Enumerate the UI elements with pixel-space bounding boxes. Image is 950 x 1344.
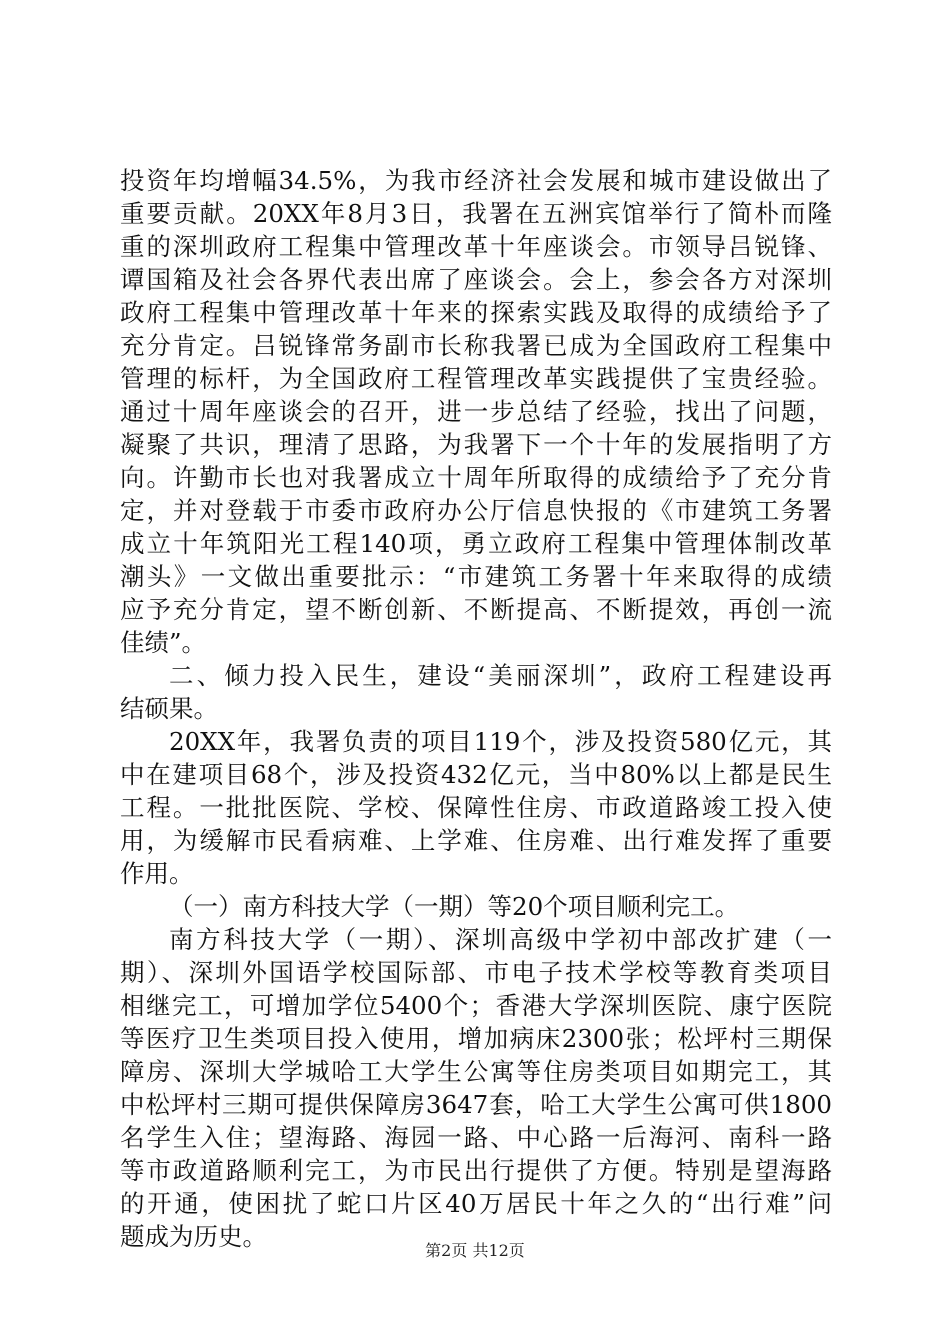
text-line: （一）南方科技大学（一期）等20个项目顺利完工。 <box>169 892 740 921</box>
text-line: 潮头》一文做出重要批示：“市建筑工务署十年来取得的成绩 <box>120 562 832 591</box>
text-line: 障房、深圳大学城哈工大学生公寓等住房类项目如期完工，其 <box>120 1057 832 1086</box>
text-line: 用，为缓解市民看病难、上学难、住房难、出行难发挥了重要 <box>120 826 832 855</box>
text-line: 的开通，使困扰了蛇口片区40万居民十年之久的“出行难”问 <box>120 1189 832 1218</box>
page-footer: 第2页 共12页 <box>425 1241 525 1260</box>
text-line: 南方科技大学（一期）、深圳高级中学初中部改扩建（一 <box>169 925 832 954</box>
text-line: 中松坪村三期可提供保障房3647套，哈工大学生公寓可供1800 <box>120 1090 832 1119</box>
text-line: 重的深圳政府工程集中管理改革十年座谈会。市领导吕锐锋、 <box>120 232 832 261</box>
text-line: 政府工程集中管理改革十年来的探索实践及取得的成绩给予了 <box>120 298 832 327</box>
text-line: 题成为历史。 <box>120 1222 267 1251</box>
text-line: 应予充分肯定，望不断创新、不断提高、不断提效，再创一流 <box>120 595 832 624</box>
text-line: 定，并对登载于市委市政府办公厅信息快报的《市建筑工务署 <box>120 496 832 525</box>
text-line: 相继完工，可增加学位5400个；香港大学深圳医院、康宁医院 <box>120 991 832 1020</box>
text-line: 凝聚了共识，理清了思路，为我署下一个十年的发展指明了方 <box>120 430 832 459</box>
text-line: 谭国箱及社会各界代表出席了座谈会。会上，参会各方对深圳 <box>120 265 832 294</box>
text-line: 作用。 <box>120 859 194 888</box>
text-line: 中在建项目68个，涉及投资432亿元，当中80%以上都是民生 <box>120 760 832 789</box>
text-line: 佳绩”。 <box>120 628 207 657</box>
text-line: 等市政道路顺利完工，为市民出行提供了方便。特别是望海路 <box>120 1156 832 1185</box>
text-line: 二、倾力投入民生，建设“美丽深圳”，政府工程建设再 <box>169 661 832 690</box>
text-line: 工程。一批批医院、学校、保障性住房、市政道路竣工投入使 <box>120 793 832 822</box>
text-line: 名学生入住；望海路、海园一路、中心路一后海河、南科一路 <box>120 1123 832 1152</box>
text-line: 重要贡献。20XX年8月3日，我署在五洲宾馆举行了简朴而隆 <box>120 199 832 228</box>
text-line: 投资年均增幅34.5%，为我市经济社会发展和城市建设做出了 <box>120 166 832 195</box>
text-line: 管理的标杆，为全国政府工程管理改革实践提供了宝贵经验。 <box>120 364 832 393</box>
text-line: 向。许勤市长也对我署成立十周年所取得的成绩给予了充分肯 <box>120 463 832 492</box>
text-line: 20XX年，我署负责的项目119个，涉及投资580亿元，其 <box>169 727 832 756</box>
text-line: 等医疗卫生类项目投入使用，增加病床2300张；松坪村三期保 <box>120 1024 832 1053</box>
text-line: 期）、深圳外国语学校国际部、市电子技术学校等教育类项目 <box>120 958 832 987</box>
text-line: 充分肯定。吕锐锋常务副市长称我署已成为全国政府工程集中 <box>120 331 832 360</box>
text-line: 成立十年筑阳光工程140项，勇立政府工程集中管理体制改革 <box>120 529 832 558</box>
text-line: 通过十周年座谈会的召开，进一步总结了经验，找出了问题， <box>120 397 832 426</box>
text-line: 结硕果。 <box>120 694 218 723</box>
document-body <box>120 164 832 1253</box>
